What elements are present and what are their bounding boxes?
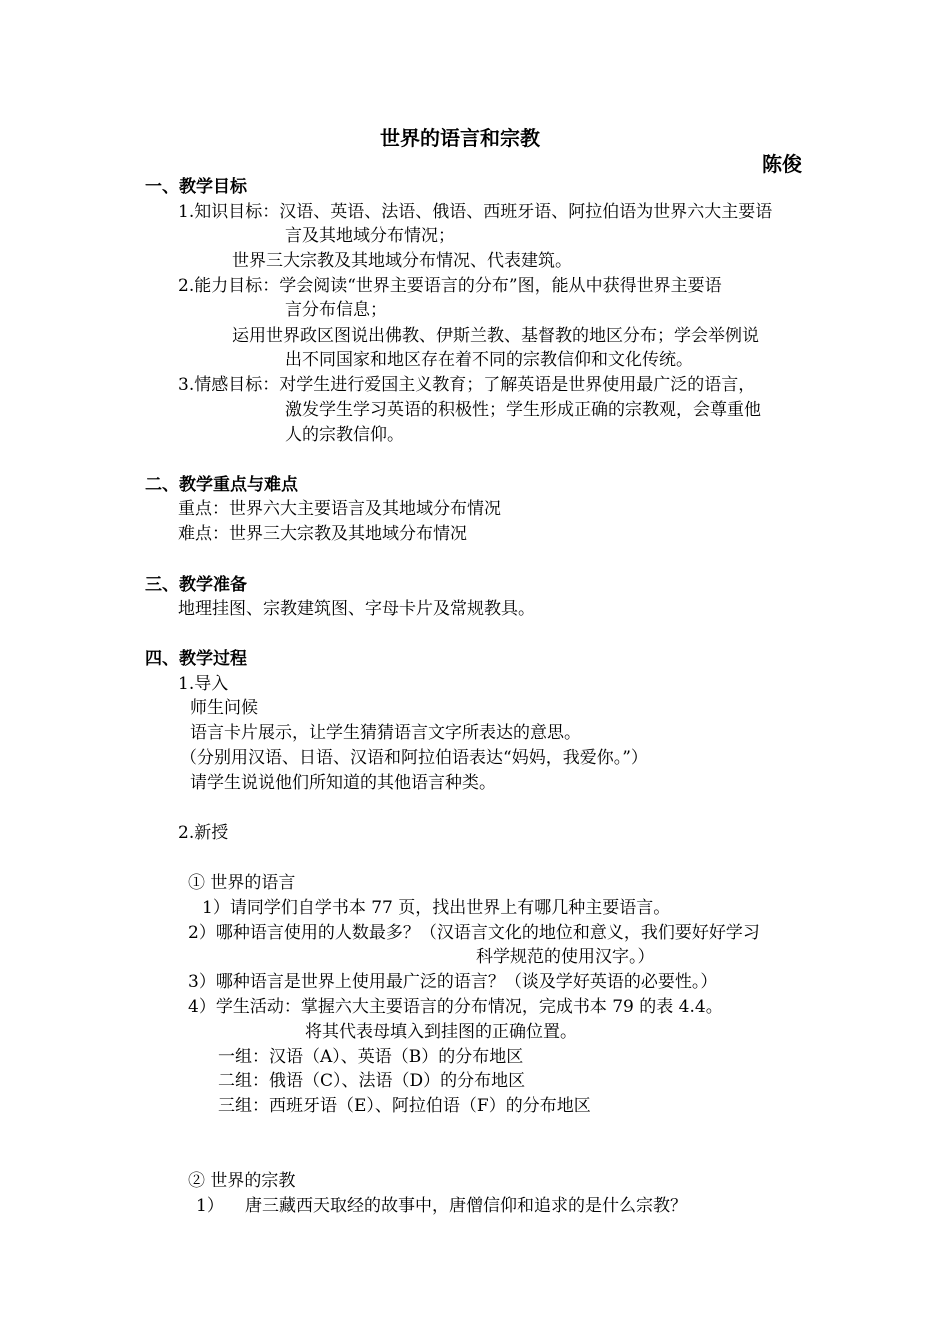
process-intro-heading: 1.导入 (178, 674, 229, 694)
author-name: 陈俊 (762, 152, 802, 176)
process-intro-greeting: 师生问候 (190, 698, 258, 718)
preparation-materials: 地理挂图、宗教建筑图、字母卡片及常规教具。 (178, 599, 535, 619)
language-activity: 4）学生活动：掌握六大主要语言的分布情况，完成书本 79 的表 4.4。 (188, 997, 723, 1017)
key-point: 重点：世界六大主要语言及其地域分布情况 (178, 499, 501, 519)
section-heading-process: 四、教学过程 (145, 649, 247, 669)
objective-emotion-cont: 激发学生学习英语的积极性；学生形成正确的宗教观，会尊重他 (285, 400, 761, 420)
objective-ability-religion-cont: 出不同国家和地区存在着不同的宗教信仰和文化传统。 (285, 350, 693, 370)
language-question-2-cont: 科学规范的使用汉字。） (476, 947, 655, 967)
subsection-languages: ① 世界的语言 (188, 873, 296, 893)
objective-ability: 2.能力目标：学会阅读“世界主要语言的分布”图，能从中获得世界主要语 (178, 276, 722, 296)
section-heading-keypoints: 二、教学重点与难点 (145, 475, 298, 495)
document-title: 世界的语言和宗教 (380, 126, 540, 150)
group-three: 三组：西班牙语（E）、阿拉伯语（F）的分布地区 (218, 1096, 591, 1116)
objective-emotion: 3.情感目标：对学生进行爱国主义教育；了解英语是世界使用最广泛的语言， (178, 375, 756, 395)
language-question-2: 2）哪种语言使用的人数最多？（汉语言文化的地位和意义，我们要好好学习 (188, 923, 760, 943)
group-one: 一组：汉语（A）、英语（B）的分布地区 (218, 1047, 524, 1067)
language-question-3: 3）哪种语言是世界上使用最广泛的语言？（谈及学好英语的必要性。） (188, 972, 718, 992)
process-intro-ask: 请学生说说他们所知道的其他语言种类。 (190, 773, 496, 793)
section-heading-preparation: 三、教学准备 (145, 575, 247, 595)
objective-knowledge-cont: 言及其地域分布情况； (285, 226, 455, 246)
objective-knowledge: 1.知识目标：汉语、英语、法语、俄语、西班牙语、阿拉伯语为世界六大主要语 (178, 202, 773, 222)
objective-emotion-cont2: 人的宗教信仰。 (285, 425, 404, 445)
objective-knowledge-religion: 世界三大宗教及其地域分布情况、代表建筑。 (232, 251, 572, 271)
section-heading-objectives: 一、教学目标 (145, 177, 247, 197)
language-activity-cont: 将其代表母填入到挂图的正确位置。 (305, 1022, 577, 1042)
language-question-1: 1）请同学们自学书本 77 页，找出世界上有哪几种主要语言。 (202, 898, 671, 918)
difficult-point: 难点：世界三大宗教及其地域分布情况 (178, 524, 467, 544)
process-intro-note: （分别用汉语、日语、汉语和阿拉伯语表达“妈妈，我爱你。”） (180, 748, 648, 768)
objective-ability-cont: 言分布信息； (285, 300, 387, 320)
subsection-religions: ② 世界的宗教 (188, 1171, 296, 1191)
objective-ability-religion: 运用世界政区图说出佛教、伊斯兰教、基督教的地区分布；学会举例说 (232, 326, 759, 346)
group-two: 二组：俄语（C）、法语（D）的分布地区 (218, 1071, 526, 1091)
religion-question-number: 1） (196, 1196, 224, 1216)
religion-question-1: 唐三藏西天取经的故事中，唐僧信仰和追求的是什么宗教？ (245, 1196, 687, 1216)
process-intro-cards: 语言卡片展示，让学生猜猜语言文字所表达的意思。 (190, 723, 581, 743)
process-new-heading: 2.新授 (178, 823, 229, 843)
